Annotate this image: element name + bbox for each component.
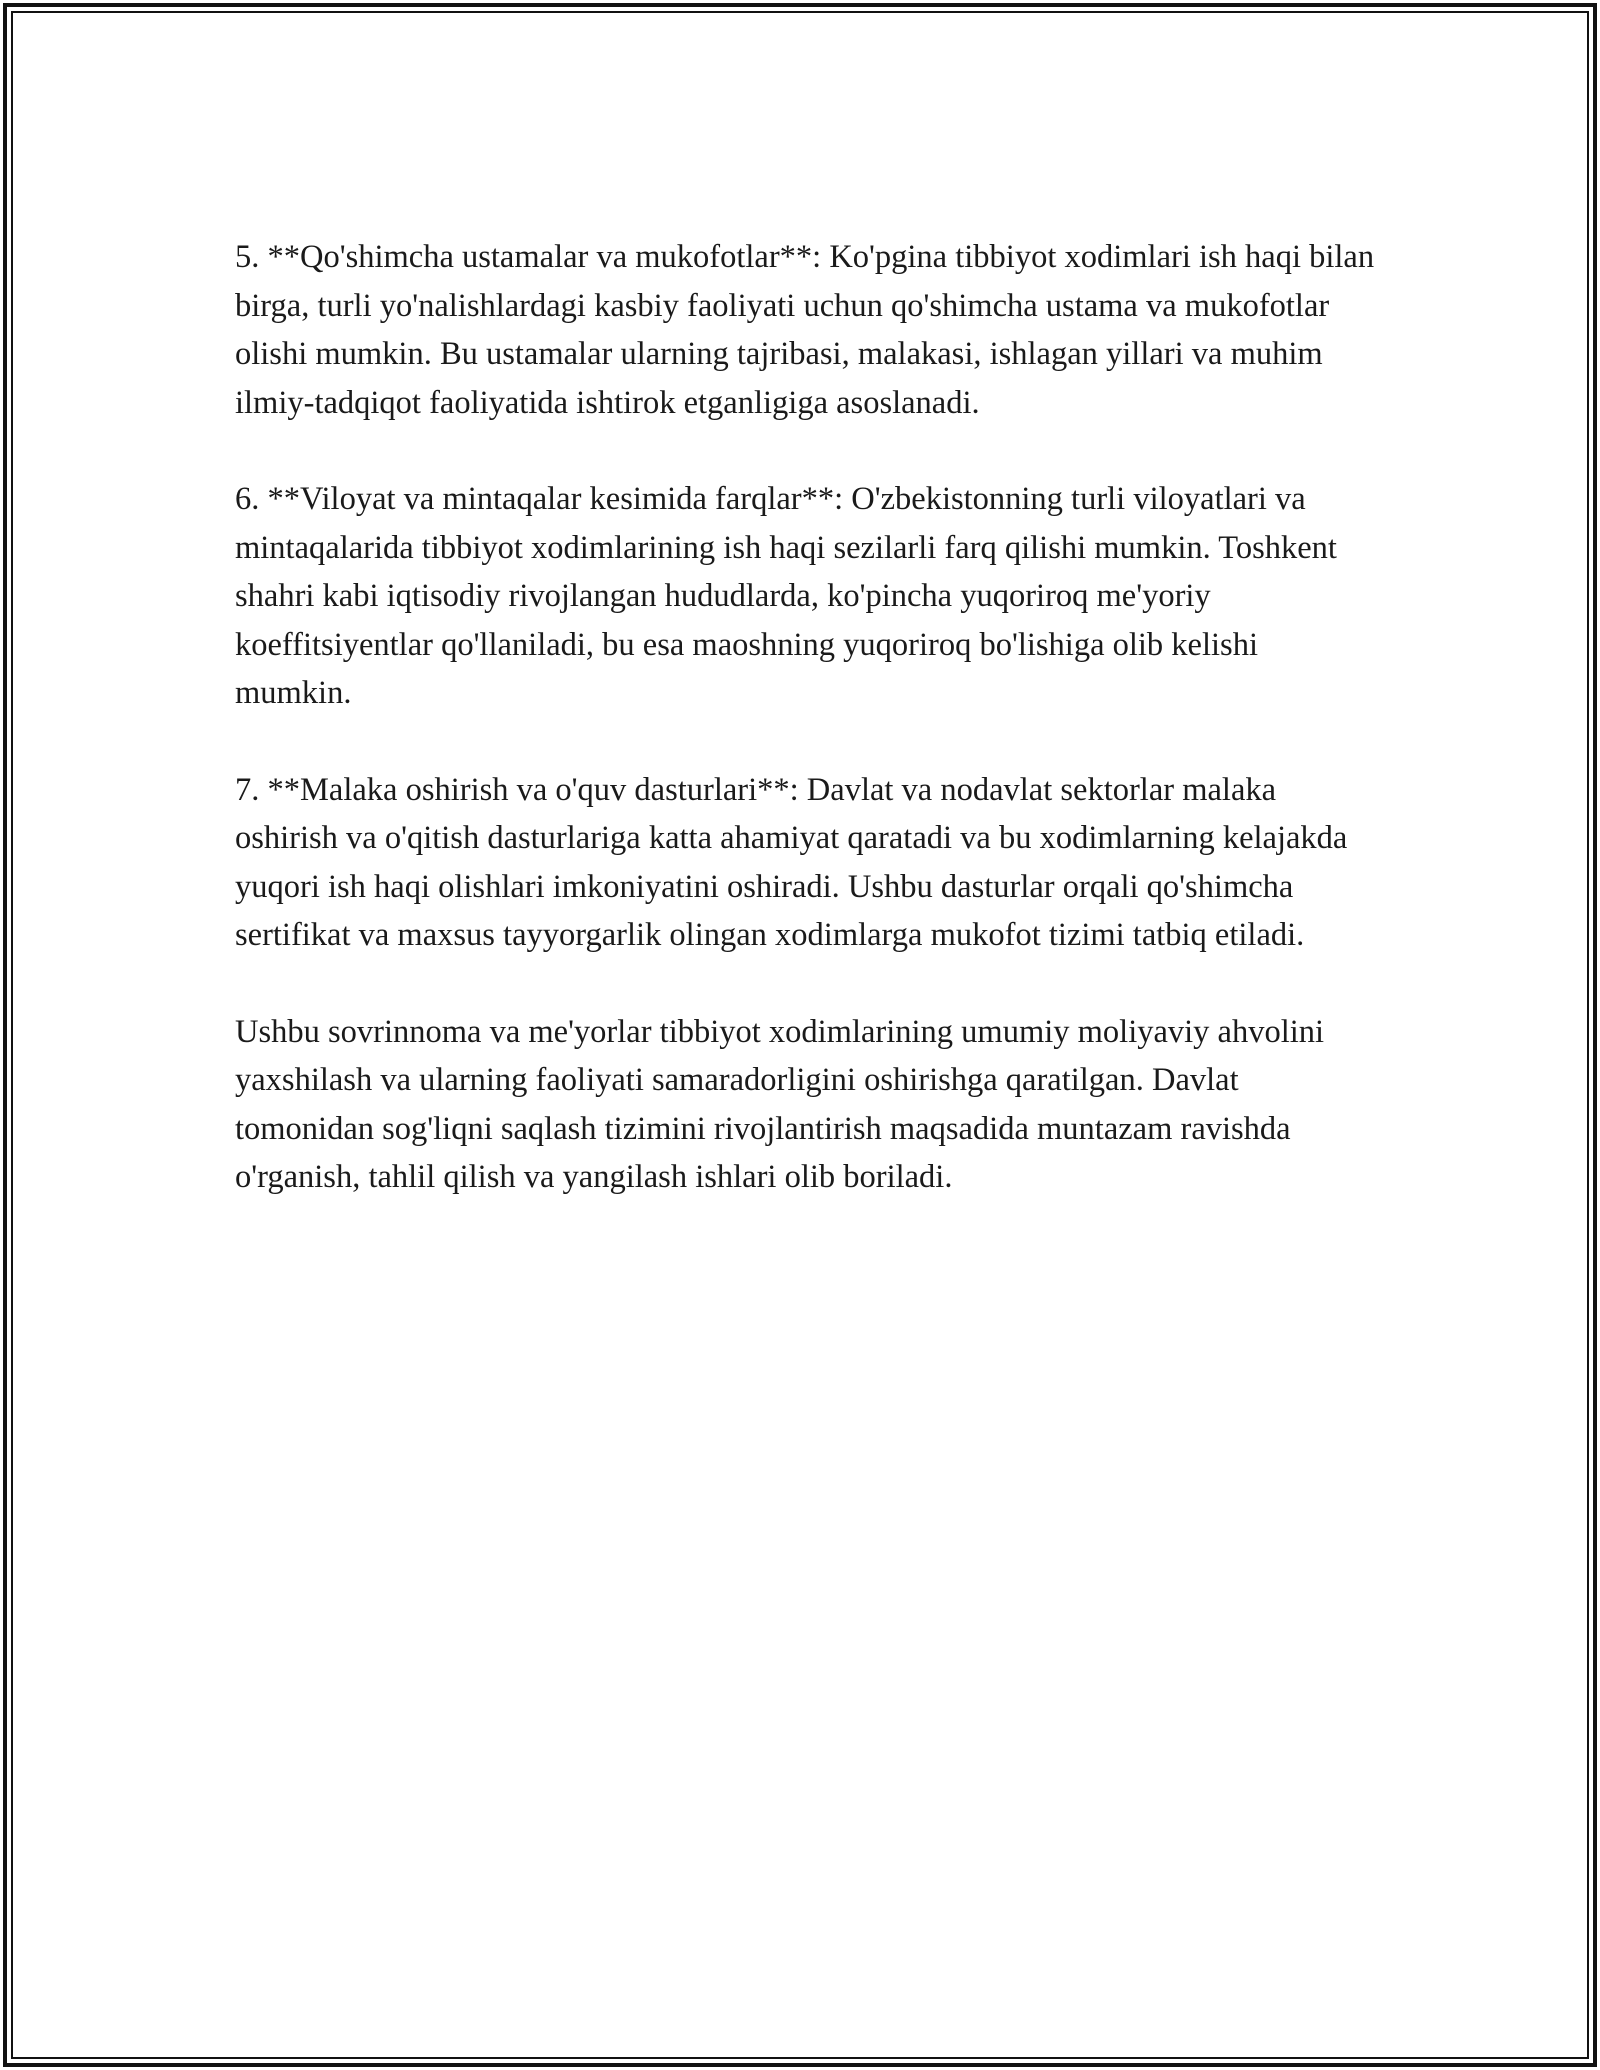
document-body (235, 233, 1375, 1250)
paragraph-training-programs: 7. **Malaka oshirish va o'quv dasturlari**: Davlat va nodavlat sektorlar malaka oshirish va o'qitish dasturlariga katta ahamiyat qaratadi va bu xodimlarning kelajakda yuqori ish haqi olishlari imkoniyatini oshiradi. Ushbu dasturlar orqali qo'shimcha sertifikat va maxsus tayyorgarlik olingan xodimlarga mukofot tizimi tatbiq etiladi. (235, 771, 1348, 953)
paragraph-regional-differences: 6. **Viloyat va mintaqalar kesimida farqlar**: O'zbekistonning turli viloyatlari va mintaqalarida tibbiyot xodimlarining ish haqi sezilarli farq qilishi mumkin. Toshkent shahri kabi iqtisodiy rivojlangan hududlarda, ko'pincha yuqoriroq me'yoriy koeffitsiyentlar qo'llaniladi, bu esa maoshning yuqoriroq bo'lishiga olib kelishi mumkin. (235, 481, 1337, 711)
paragraph-conclusion: Ushbu sovrinnoma va me'yorlar tibbiyot xodimlarining umumiy moliyaviy ahvolini yaxshilash va ularning faoliyati samaradorligini oshirishga qaratilgan. Davlat tomonidan sog'liqni saqlash tizimini rivojlantirish maqsadida muntazam ravishda o'rganish, tahlil qilish va yangilash ishlari olib boriladi. (235, 1013, 1325, 1195)
paragraph-additional-bonuses: 5. **Qo'shimcha ustamalar va mukofotlar**: Ko'pgina tibbiyot xodimlari ish haqi bilan birga, turli yo'nalishlardagi kasbiy faoliyati uchun qo'shimcha ustama va mukofotlar olishi mumkin. Bu ustamalar ularning tajribasi, malakasi, ishlagan yillari va muhim ilmiy-tadqiqot faoliyatida ishtirok etganligiga asoslanadi. (235, 239, 1375, 421)
